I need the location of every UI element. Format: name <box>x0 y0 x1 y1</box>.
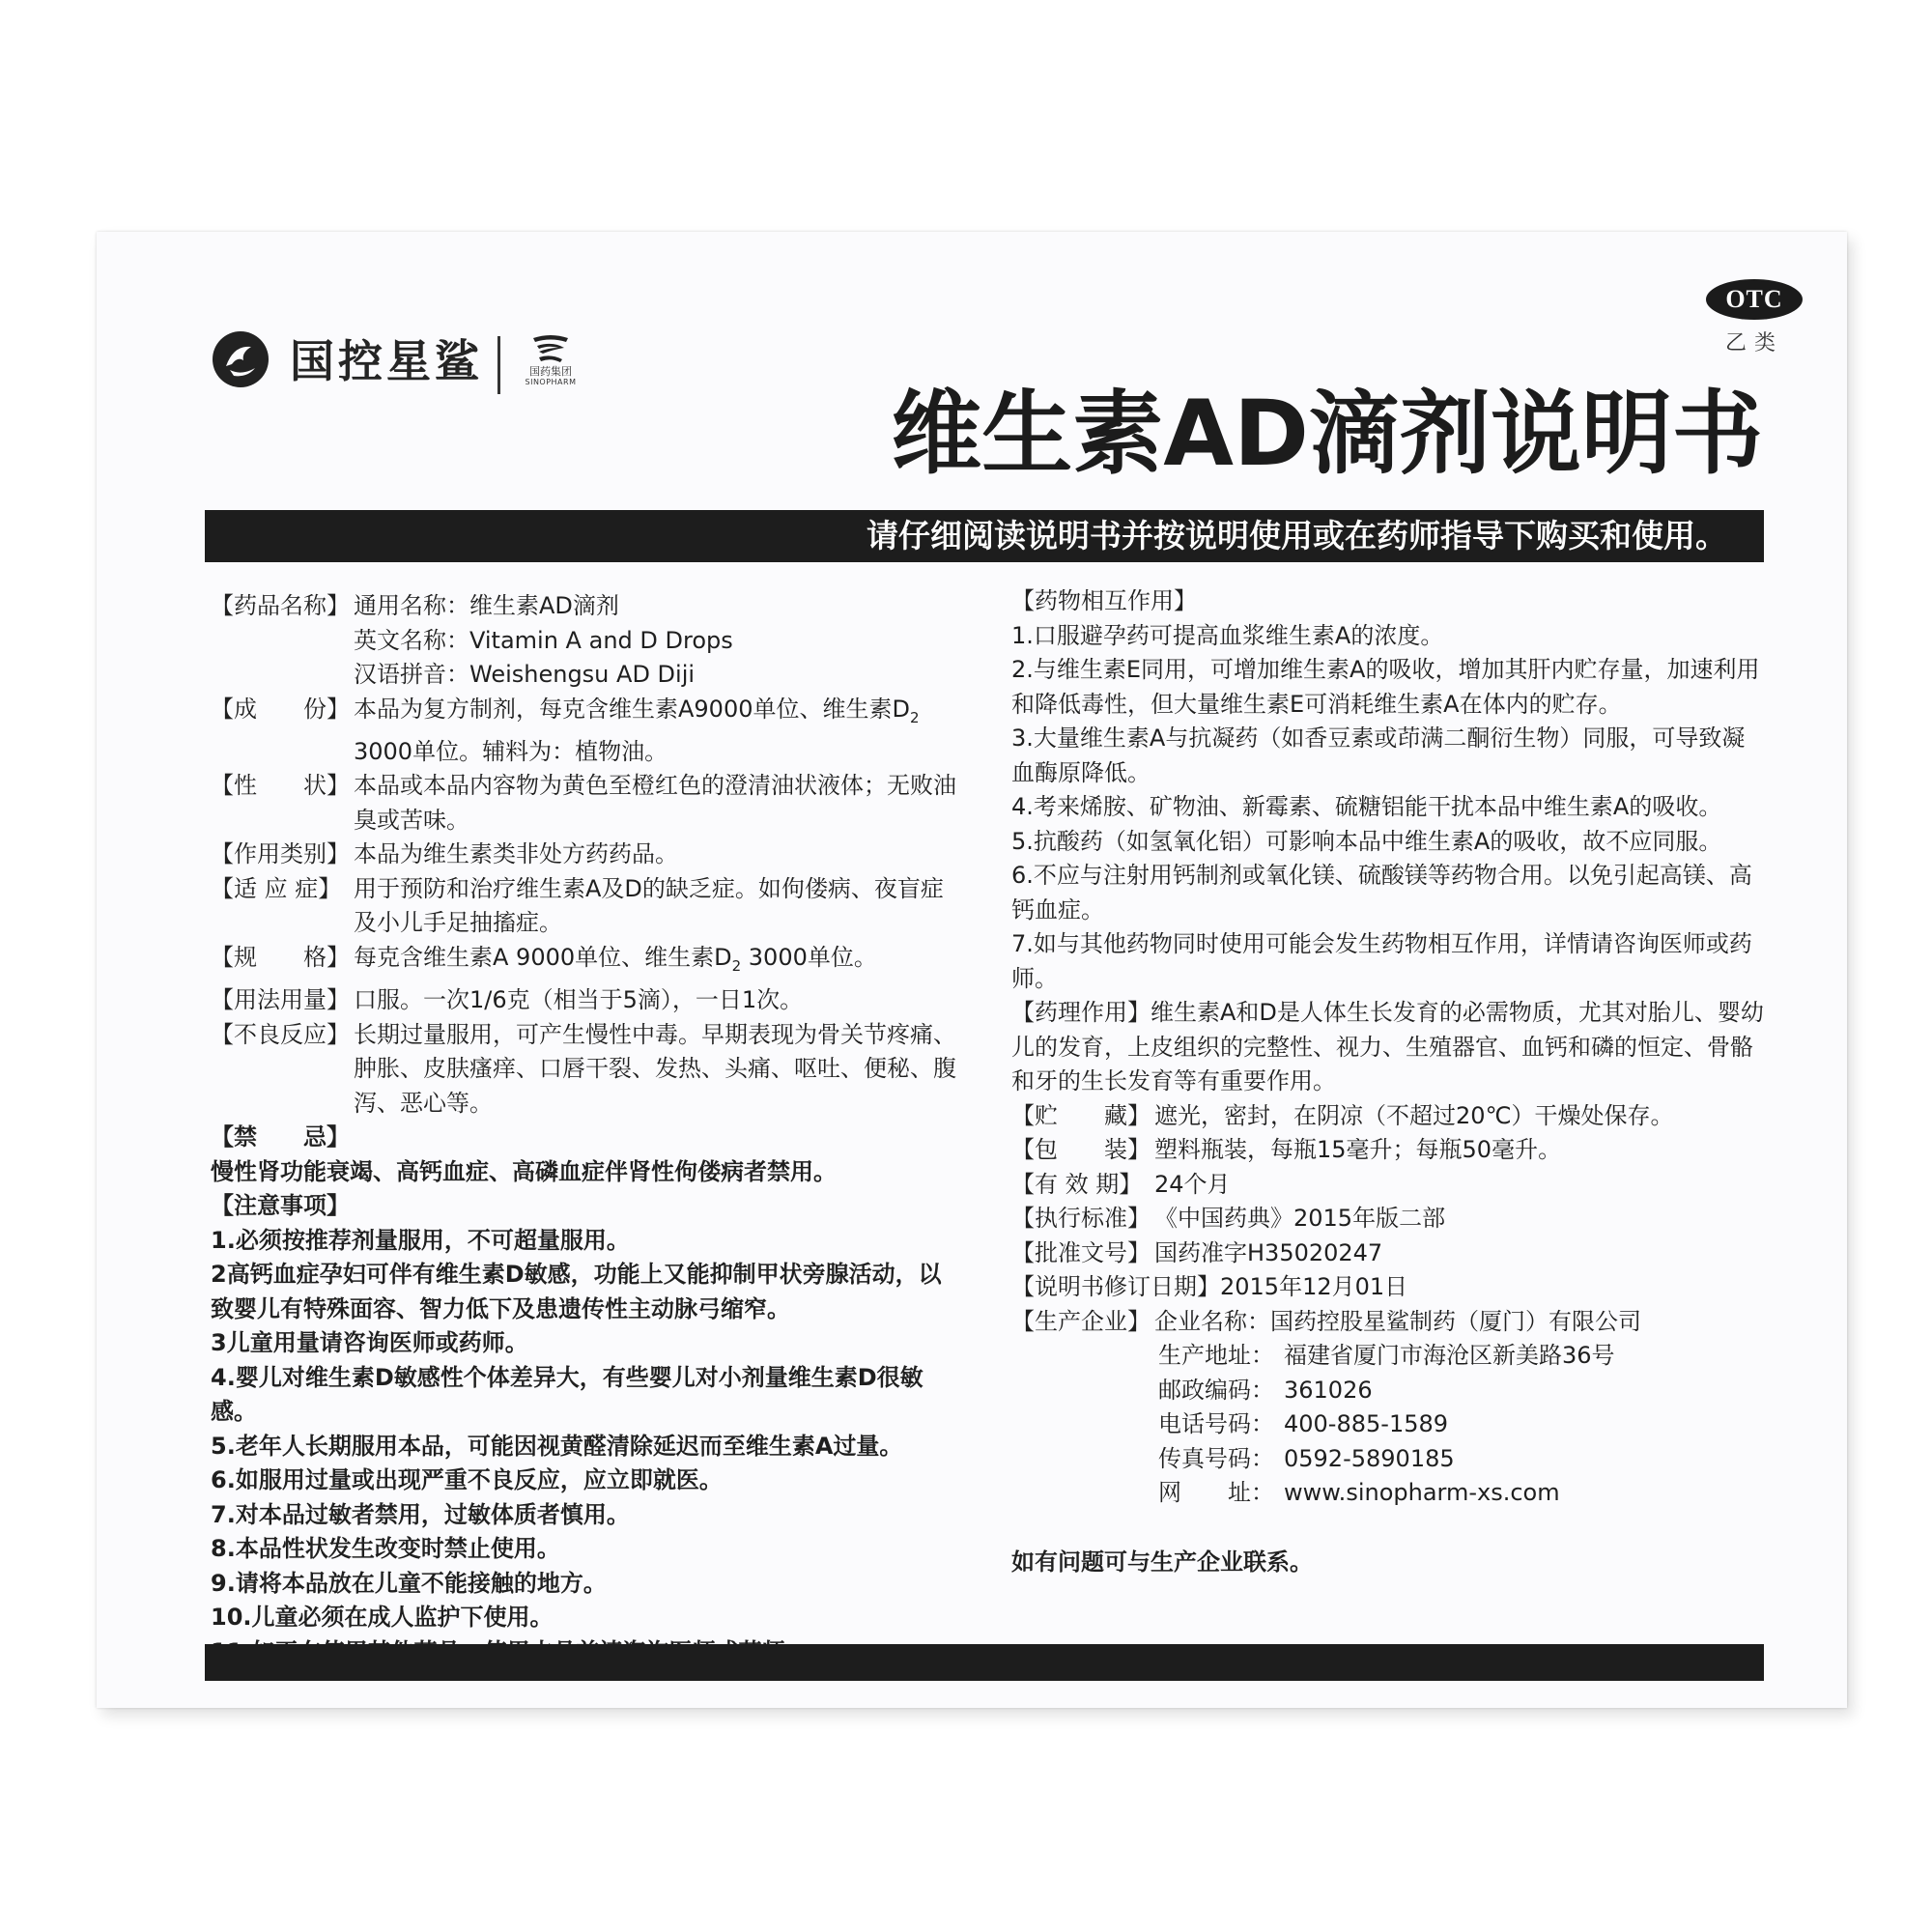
section-label: 【性 状】 <box>211 772 350 800</box>
generic-name: 通用名称：维生素AD滴剂 <box>354 592 619 619</box>
fax-row <box>1011 1442 1765 1477</box>
interaction-item: 7.如与其他药物同时使用可能会发生药物相互作用，详情请咨询医师或药师。 <box>1011 930 1752 992</box>
english-name: 英文名称：Vitamin A and D Drops <box>354 626 733 654</box>
section-label: 【说明书修订日期】 <box>1011 1273 1220 1300</box>
validity-text: 24个月 <box>1154 1170 1231 1198</box>
postcode-label: 邮政编码： <box>1158 1376 1274 1404</box>
contraindication-text: 慢性肾功能衰竭、高钙血症、高磷血症伴肾性佝偻病者禁用。 <box>211 1157 837 1185</box>
logo-divider <box>497 336 500 394</box>
maker-name-label: 企业名称： <box>1154 1307 1270 1335</box>
footer-bar <box>205 1644 1764 1681</box>
section-label: 【生产企业】 <box>1011 1307 1151 1335</box>
website-row <box>1011 1476 1765 1511</box>
section-label: 【执行标准】 <box>1011 1205 1151 1232</box>
validity-section <box>1011 1168 1765 1203</box>
contraindication-label: 【禁 忌】 <box>211 1123 350 1151</box>
storage-text: 遮光，密封，在阴凉（不超过20℃）干燥处保存。 <box>1154 1101 1674 1129</box>
section-label: 【用法用量】 <box>211 986 350 1014</box>
standard-text: 《中国药典》2015年版二部 <box>1154 1205 1446 1232</box>
maker-name-value: 国药控股星鲨制药（厦门）有限公司 <box>1270 1307 1641 1335</box>
warning-bar <box>205 510 1764 562</box>
spec-text <box>354 941 964 983</box>
otc-class: 乙类 <box>1724 331 1783 355</box>
note-item: 5.老年人长期服用本品，可能因视黄醛清除延迟而至维生素A过量。 <box>211 1432 903 1460</box>
maker-section <box>1011 1305 1765 1340</box>
interaction-label: 【药物相互作用】 <box>1011 587 1197 614</box>
drug-name-section <box>211 589 964 624</box>
section-label: 【有 效 期】 <box>1011 1170 1143 1198</box>
group-name-cn: 国药集团 <box>529 365 572 378</box>
section-label: 【作用类别】 <box>211 840 350 868</box>
interaction-item: 2.与维生素E同用，可增加维生素A的吸收，增加其肝内贮存量，加速利用和降低毒性，但大量维生素E可消耗维生素A在体内的贮存。 <box>1011 656 1760 718</box>
revision-section <box>1011 1270 1765 1305</box>
section-label: 【批准文号】 <box>1011 1238 1151 1266</box>
group-name-en: SINOPHARM <box>525 378 577 386</box>
otc-badge: OTC <box>1706 279 1803 320</box>
ingredients-section <box>211 693 964 770</box>
contact-note: 如有问题可与生产企业联系。 <box>1011 1548 1313 1576</box>
brand-shark-icon <box>213 331 269 387</box>
ingredients-text-2: 3000单位。辅料为：植物油。 <box>354 737 668 765</box>
note-item: 10.儿童必须在成人监护下使用。 <box>211 1604 554 1632</box>
interaction-item: 4.考来烯胺、矿物油、新霉素、硫糖铝能干扰本品中维生素A的吸收。 <box>1011 793 1722 820</box>
approval-section <box>1011 1236 1765 1271</box>
indication-text: 用于预防和治疗维生素A及D的缺乏症。如佝偻病、夜盲症及小儿手足抽搐症。 <box>354 874 944 937</box>
address-label: 生产地址： <box>1158 1342 1274 1369</box>
adverse-text: 长期过量服用，可产生慢性中毒。早期表现为骨关节疼痛、肿胀、皮肤瘙痒、口唇干裂、发热、头痛、呕吐、便秘、腹泻、恶心等。 <box>354 1020 956 1117</box>
fax-label: 传真号码： <box>1158 1444 1274 1472</box>
left-column <box>211 589 964 1669</box>
interaction-item: 3.大量维生素A与抗凝药（如香豆素或茚满二酮衍生物）同服，可导致凝血酶原降低。 <box>1011 724 1746 786</box>
phone-value: 400-885-1589 <box>1284 1410 1449 1437</box>
section-label: 【包 装】 <box>1011 1136 1151 1163</box>
interaction-item: 5.抗酸药（如氢氧化铝）可影响本品中维生素A的吸收，故不应同服。 <box>1011 827 1722 855</box>
right-column <box>1011 584 1765 1579</box>
notes-label: 【注意事项】 <box>211 1192 350 1220</box>
section-label: 【药品名称】 <box>211 592 350 619</box>
address-value: 福建省厦门市海沧区新美路36号 <box>1284 1342 1615 1369</box>
standard-section <box>1011 1202 1765 1236</box>
section-label: 【不良反应】 <box>211 1020 350 1048</box>
note-item: 4.婴儿对维生素D敏感性个体差异大，有些婴儿对小剂量维生素D很敏感。 <box>211 1363 923 1426</box>
category-section <box>211 838 964 872</box>
ingredients-text-1: 本品为复方制剂，每克含维生素A9000单位、维生素D <box>354 695 910 723</box>
note-item: 8.本品性状发生改变时禁止使用。 <box>211 1535 560 1563</box>
adverse-section <box>211 1018 964 1122</box>
note-item: 3儿童用量请咨询医师或药师。 <box>211 1329 528 1357</box>
package-text: 塑料瓶装，每瓶15毫升；每瓶50毫升。 <box>1154 1136 1562 1163</box>
section-label: 【规 格】 <box>211 943 350 971</box>
spec-section <box>211 941 964 983</box>
website-label: 网 址： <box>1158 1479 1274 1506</box>
revision-text: 2015年12月01日 <box>1220 1273 1408 1300</box>
interaction-item: 6.不应与注射用钙制剂或氧化镁、硫酸镁等药物合用。以免引起高镁、高钙血症。 <box>1011 862 1752 923</box>
phone-label: 电话号码： <box>1158 1410 1274 1437</box>
interaction-item: 1.口服避孕药可提高血浆维生素A的浓度。 <box>1011 621 1444 649</box>
warning-text: 请仔细阅读说明书并按说明使用或在药师指导下购买和使用。 <box>867 517 1727 554</box>
indication-section <box>211 872 964 941</box>
fax-value: 0592-5890185 <box>1284 1444 1455 1472</box>
note-item: 1.必须按推荐剂量服用，不可超量服用。 <box>211 1226 630 1254</box>
package-section <box>1011 1133 1765 1168</box>
brand-name: 国控星鲨 <box>290 335 483 387</box>
pharmacology-text: 维生素A和D是人体生长发育的必需物质，尤其对胎儿、婴幼儿的发育，上皮组织的完整性、视力、生殖器官、血钙和磷的恒定、骨骼和牙的生长发育等有重要作用。 <box>1011 999 1764 1094</box>
ingredients-subscript: 2 <box>909 708 920 726</box>
dosage-text: 口服。一次1/6克（相当于5滴），一日1次。 <box>354 986 804 1014</box>
website-value: www.sinopharm-xs.com <box>1284 1479 1560 1506</box>
storage-section <box>1011 1099 1765 1134</box>
spec-subscript: 2 <box>731 956 742 975</box>
section-label: 【适 应 症】 <box>211 874 342 902</box>
sinopharm-logo <box>518 332 583 396</box>
note-item: 2高钙血症孕妇可伴有维生素D敏感，功能上又能抑制甲状旁腺活动，以致婴儿有特殊面容、智力低下及患遗传性主动脉弓缩窄。 <box>211 1261 942 1322</box>
note-item: 9.请将本品放在儿童不能接触的地方。 <box>211 1569 607 1597</box>
section-label: 【成 份】 <box>211 695 350 723</box>
category-text: 本品为维生素类非处方药药品。 <box>354 840 678 868</box>
pharmacology-section <box>1011 996 1765 1099</box>
pinyin-name: 汉语拼音：Weishengsu AD Diji <box>354 661 696 688</box>
address-row <box>1011 1339 1765 1374</box>
note-item: 6.如服用过量或出现严重不良反应，应立即就医。 <box>211 1466 723 1494</box>
appearance-section <box>211 769 964 838</box>
spec-text-2: 3000单位。 <box>741 943 877 971</box>
sinopharm-icon <box>529 332 572 365</box>
ingredients-text <box>354 693 964 770</box>
phone-row <box>1011 1407 1765 1442</box>
appearance-text: 本品或本品内容物为黄色至橙红色的澄清油状液体；无败油臭或苦味。 <box>354 772 956 834</box>
approval-text: 国药准字H35020247 <box>1154 1238 1383 1266</box>
section-label: 【贮 藏】 <box>1011 1101 1151 1129</box>
section-label: 【药理作用】 <box>1011 999 1151 1026</box>
postcode-row <box>1011 1374 1765 1408</box>
postcode-value: 361026 <box>1284 1376 1373 1404</box>
note-item: 7.对本品过敏者禁用，过敏体质者慎用。 <box>211 1500 630 1528</box>
page-title: 维生素AD滴剂说明书 <box>891 382 1763 487</box>
maker-name <box>1154 1305 1765 1340</box>
dosage-section <box>211 983 964 1018</box>
spec-text-1: 每克含维生素A 9000单位、维生素D <box>354 943 732 971</box>
